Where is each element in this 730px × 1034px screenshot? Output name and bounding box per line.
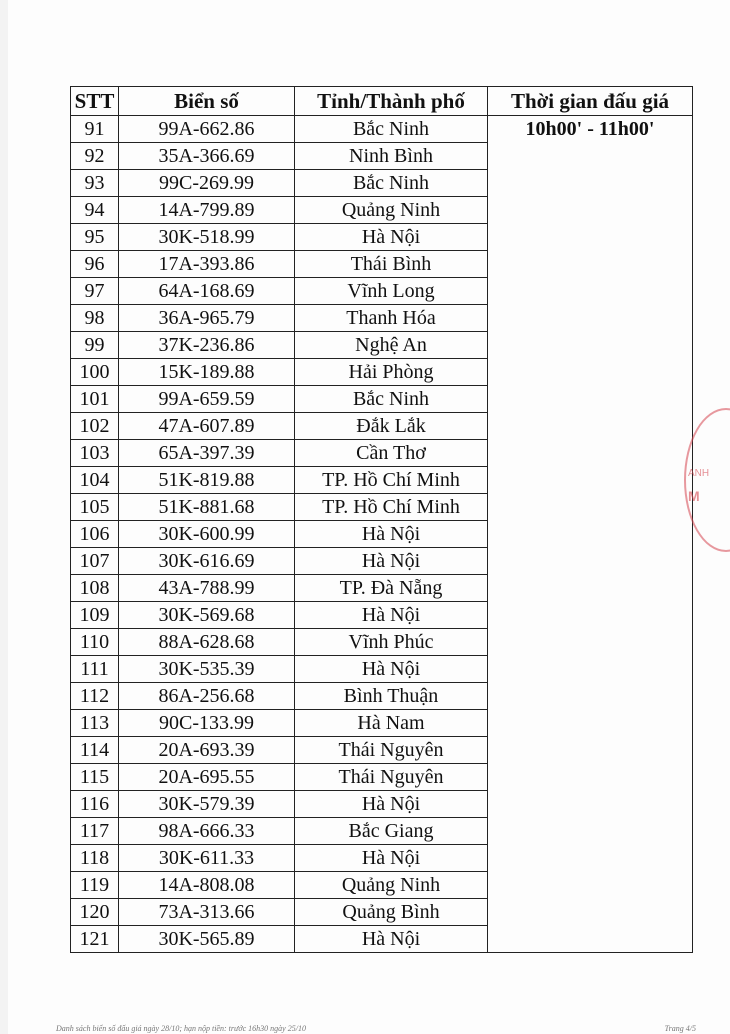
cell-stt: 110	[71, 629, 119, 656]
cell-province: Hà Nội	[295, 791, 488, 818]
cell-stt: 118	[71, 845, 119, 872]
page-scan-edge	[0, 0, 8, 1034]
cell-stt: 113	[71, 710, 119, 737]
header-plate: Biển số	[119, 87, 295, 116]
cell-province: Hà Nội	[295, 224, 488, 251]
cell-province: Đắk Lắk	[295, 413, 488, 440]
cell-province: Quảng Ninh	[295, 197, 488, 224]
cell-province: Thái Nguyên	[295, 737, 488, 764]
cell-stt: 95	[71, 224, 119, 251]
cell-plate: 20A-693.39	[119, 737, 295, 764]
cell-plate: 51K-819.88	[119, 467, 295, 494]
cell-plate: 30K-535.39	[119, 656, 295, 683]
cell-province: Bắc Giang	[295, 818, 488, 845]
table-header-row	[71, 87, 693, 116]
cell-province: Thái Bình	[295, 251, 488, 278]
cell-stt: 100	[71, 359, 119, 386]
cell-province: Bắc Ninh	[295, 170, 488, 197]
cell-stt: 112	[71, 683, 119, 710]
cell-province: Hà Nội	[295, 845, 488, 872]
header-stt: STT	[71, 87, 119, 116]
cell-plate: 14A-799.89	[119, 197, 295, 224]
cell-plate: 73A-313.66	[119, 899, 295, 926]
cell-province: Hà Nội	[295, 926, 488, 953]
cell-province: Hà Nội	[295, 602, 488, 629]
page-footer	[56, 1024, 696, 1033]
cell-stt: 104	[71, 467, 119, 494]
cell-plate: 99A-659.59	[119, 386, 295, 413]
header-province: Tỉnh/Thành phố	[295, 87, 488, 116]
cell-auction-time: 10h00' - 11h00'	[488, 116, 693, 953]
cell-plate: 35A-366.69	[119, 143, 295, 170]
cell-plate: 30K-611.33	[119, 845, 295, 872]
cell-stt: 101	[71, 386, 119, 413]
cell-stt: 108	[71, 575, 119, 602]
cell-stt: 117	[71, 818, 119, 845]
cell-province: Ninh Bình	[295, 143, 488, 170]
cell-province: TP. Hồ Chí Minh	[295, 494, 488, 521]
cell-province: Thanh Hóa	[295, 305, 488, 332]
cell-plate: 30K-565.89	[119, 926, 295, 953]
cell-stt: 107	[71, 548, 119, 575]
cell-stt: 92	[71, 143, 119, 170]
cell-plate: 90C-133.99	[119, 710, 295, 737]
cell-plate: 51K-881.68	[119, 494, 295, 521]
cell-province: Cần Thơ	[295, 440, 488, 467]
cell-stt: 91	[71, 116, 119, 143]
cell-stt: 116	[71, 791, 119, 818]
cell-plate: 86A-256.68	[119, 683, 295, 710]
cell-stt: 93	[71, 170, 119, 197]
page-number: Trang 4/5	[664, 1024, 696, 1033]
cell-plate: 30K-579.39	[119, 791, 295, 818]
cell-plate: 20A-695.55	[119, 764, 295, 791]
cell-province: Bình Thuận	[295, 683, 488, 710]
cell-stt: 94	[71, 197, 119, 224]
cell-plate: 30K-616.69	[119, 548, 295, 575]
cell-province: TP. Đà Nẵng	[295, 575, 488, 602]
footer-note: Danh sách biển số đấu giá ngày 28/10; hạn nộp tiền: trước 16h30 ngày 25/10	[56, 1024, 306, 1033]
cell-plate: 99A-662.86	[119, 116, 295, 143]
cell-province: Quảng Ninh	[295, 872, 488, 899]
stamp-text-1: ANH	[688, 468, 710, 479]
cell-plate: 14A-808.08	[119, 872, 295, 899]
cell-province: Quảng Bình	[295, 899, 488, 926]
cell-province: Hà Nam	[295, 710, 488, 737]
cell-plate: 37K-236.86	[119, 332, 295, 359]
header-auction-time: Thời gian đấu giá	[488, 87, 693, 116]
cell-plate: 17A-393.86	[119, 251, 295, 278]
cell-plate: 65A-397.39	[119, 440, 295, 467]
cell-plate: 99C-269.99	[119, 170, 295, 197]
cell-stt: 111	[71, 656, 119, 683]
cell-plate: 30K-569.68	[119, 602, 295, 629]
cell-province: Hà Nội	[295, 656, 488, 683]
cell-stt: 106	[71, 521, 119, 548]
cell-stt: 119	[71, 872, 119, 899]
cell-province: Nghệ An	[295, 332, 488, 359]
cell-province: Vĩnh Phúc	[295, 629, 488, 656]
cell-stt: 115	[71, 764, 119, 791]
table-body	[71, 116, 693, 953]
cell-plate: 36A-965.79	[119, 305, 295, 332]
cell-province: Bắc Ninh	[295, 386, 488, 413]
cell-province: Bắc Ninh	[295, 116, 488, 143]
cell-province: Hà Nội	[295, 521, 488, 548]
cell-stt: 105	[71, 494, 119, 521]
cell-stt: 103	[71, 440, 119, 467]
cell-plate: 88A-628.68	[119, 629, 295, 656]
cell-stt: 102	[71, 413, 119, 440]
cell-plate: 43A-788.99	[119, 575, 295, 602]
cell-stt: 121	[71, 926, 119, 953]
cell-stt: 109	[71, 602, 119, 629]
license-plate-auction-table	[70, 86, 693, 953]
cell-stt: 97	[71, 278, 119, 305]
cell-stt: 114	[71, 737, 119, 764]
table-row	[71, 116, 693, 143]
cell-province: Thái Nguyên	[295, 764, 488, 791]
cell-province: Hải Phòng	[295, 359, 488, 386]
cell-plate: 64A-168.69	[119, 278, 295, 305]
cell-plate: 30K-600.99	[119, 521, 295, 548]
cell-stt: 98	[71, 305, 119, 332]
cell-stt: 120	[71, 899, 119, 926]
cell-province: Hà Nội	[295, 548, 488, 575]
cell-plate: 98A-666.33	[119, 818, 295, 845]
cell-plate: 15K-189.88	[119, 359, 295, 386]
cell-stt: 99	[71, 332, 119, 359]
cell-plate: 47A-607.89	[119, 413, 295, 440]
cell-stt: 96	[71, 251, 119, 278]
cell-plate: 30K-518.99	[119, 224, 295, 251]
stamp-text-2: M	[688, 488, 700, 504]
cell-province: TP. Hồ Chí Minh	[295, 467, 488, 494]
cell-province: Vĩnh Long	[295, 278, 488, 305]
